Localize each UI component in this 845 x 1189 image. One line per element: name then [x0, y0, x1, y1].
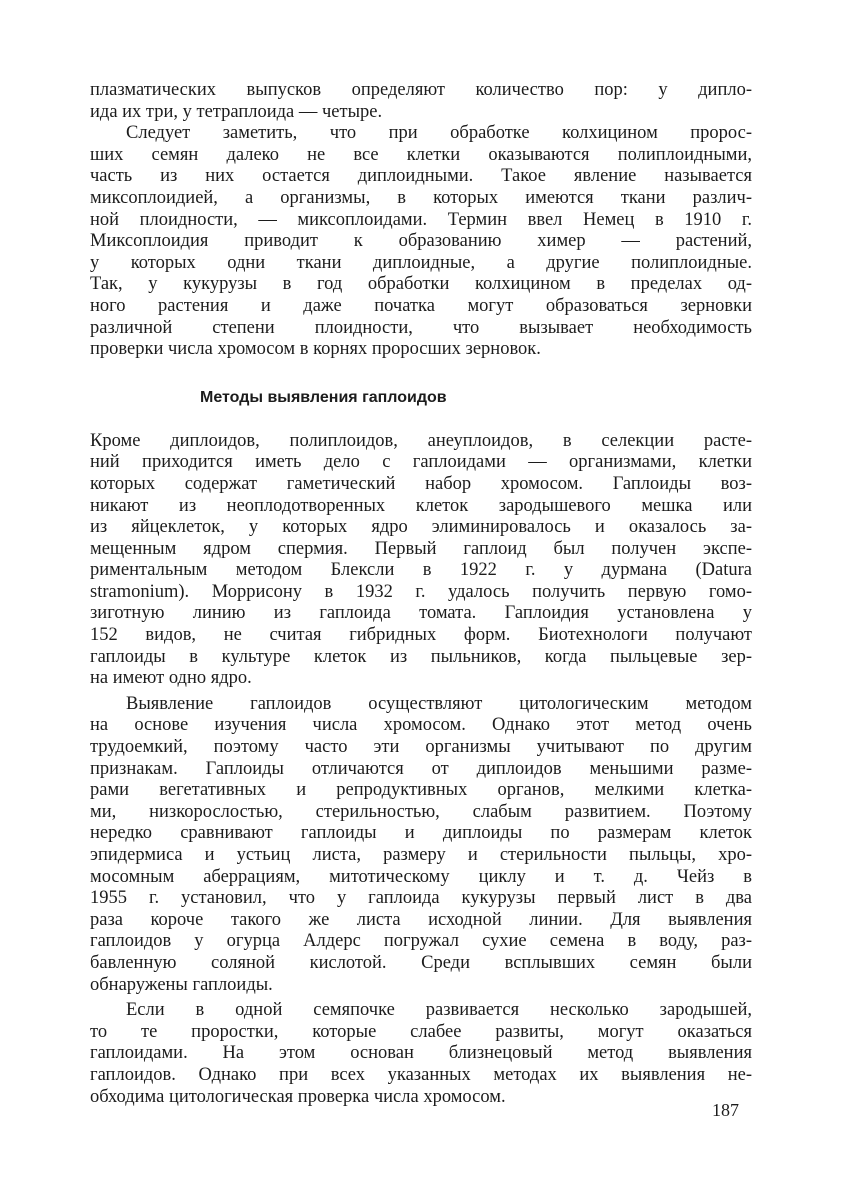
text-line: ида их три, у тетраплоида — четыре. [90, 101, 383, 122]
paragraph-twin-method [90, 1000, 752, 1108]
text-line: то те проростки, которые слабее развиты, могут оказаться [90, 1021, 752, 1042]
text-line: 1955 г. установил, что у гаплоида кукурузы первый лист в два [90, 888, 752, 909]
text-line: бавленную соляной кислотой. Среди всплывших семян были [90, 952, 752, 973]
text-line: рами вегетативных и репродуктивных органов, мелкими клетка- [90, 780, 752, 801]
text-line: мосомным аберрациям, митотическому циклу и т. д. Чейз в [90, 866, 752, 887]
paragraph-mixoploidy [90, 123, 752, 361]
text-line: миксоплоидией, а организмы, в которых имеются ткани различ- [90, 187, 752, 208]
text-line: обходима цитологическая проверка числа хромосом. [90, 1086, 506, 1107]
body-text [90, 80, 752, 1108]
text-line: гаплоидов у огурца Алдерс погружал сухие семена в воду, раз- [90, 931, 752, 952]
text-line: ших семян далеко не все клетки оказываются полиплоидными, [90, 144, 752, 165]
paragraph-pores [90, 80, 752, 123]
text-line: на имеют одно ядро. [90, 668, 252, 689]
text-line: из яйцеклеток, у которых ядро элиминировалось и оказалось за- [90, 517, 752, 538]
text-line: нередко сравнивают гаплоиды и диплоиды по размерам клеток [90, 823, 752, 844]
text-line: различной степени плоидности, что вызывает необходимость [90, 317, 752, 338]
text-line: плазматических выпусков определяют количество пор: у дипло- [90, 80, 752, 100]
text-line: эпидермиса и устьиц листа, размеру и стерильности пыльцы, хро- [90, 845, 752, 865]
text-line: никают из неоплодотворенных клеток зародышевого мешка или [90, 495, 752, 516]
page-number: 187 [712, 1100, 739, 1120]
text-line: Следует заметить, что при обработке колхицином пророс- [126, 123, 752, 144]
text-line: риментальным методом Блексли в 1922 г. у дурмана (Datura [90, 560, 752, 581]
text-line: проверки числа хромосом в корнях проросших зерновок. [90, 339, 541, 360]
text-line: ми, низкорослостью, стерильностью, слабым развитием. Поэтому [90, 801, 752, 822]
paragraph-haploids [90, 431, 752, 690]
text-line: гаплоидов. Однако при всех указанных методах их выявления не- [90, 1064, 752, 1085]
text-line: stramonium). Моррисону в 1932 г. удалось получить первую гомо- [90, 581, 752, 602]
text-line: обнаружены гаплоиды. [90, 974, 273, 995]
text-line: ной плоидности, — миксоплоидами. Термин ввел Немец в 1910 г. [90, 209, 752, 230]
text-line: Выявление гаплоидов осуществляют цитологическим методом [126, 693, 752, 714]
text-line: Кроме диплоидов, полиплоидов, анеуплоидов, в селекции расте- [90, 430, 752, 451]
text-line: часть из них остается диплоидными. Такое явление называется [90, 166, 752, 187]
text-line: которых содержат гаметический набор хромосом. Гаплоиды воз- [90, 473, 752, 494]
text-line: признакам. Гаплоиды отличаются от диплоидов меньшими разме- [90, 758, 752, 779]
section-heading: Методы выявления гаплоидов [200, 388, 447, 406]
text-line: ний приходится иметь дело с гаплоидами — организмами, клетки [90, 452, 752, 473]
text-line: Если в одной семяпочке развивается несколько зародышей, [126, 1000, 752, 1021]
text-line: 152 видов, не считая гибридных форм. Биотехнологи получают [90, 625, 752, 646]
text-line: у которых одни ткани диплоидные, а другие полиплоидные. [90, 252, 752, 273]
paragraph-detection [90, 694, 752, 996]
text-line: ного растения и даже початка могут образоваться зерновки [90, 295, 752, 316]
text-line: раза короче такого же листа исходной линии. Для выявления [90, 909, 752, 930]
text-line: Миксоплоидия приводит к образованию химер — растений, [90, 231, 752, 252]
text-line: зиготную линию из гаплоида томата. Гаплоидия установлена у [90, 603, 752, 624]
text-line: гаплоиды в культуре клеток из пыльников, когда пыльцевые зер- [90, 646, 752, 667]
text-line: Так, у кукурузы в год обработки колхицином в пределах од- [90, 274, 752, 295]
text-line: гаплоидами. На этом основан близнецовый метод выявления [90, 1043, 752, 1064]
text-line: на основе изучения числа хромосом. Однако этот метод очень [90, 715, 752, 736]
text-line: мещенным ядром спермия. Первый гаплоид был получен экспе- [90, 538, 752, 559]
text-line: трудоемкий, поэтому часто эти организмы учитывают по другим [90, 737, 752, 758]
